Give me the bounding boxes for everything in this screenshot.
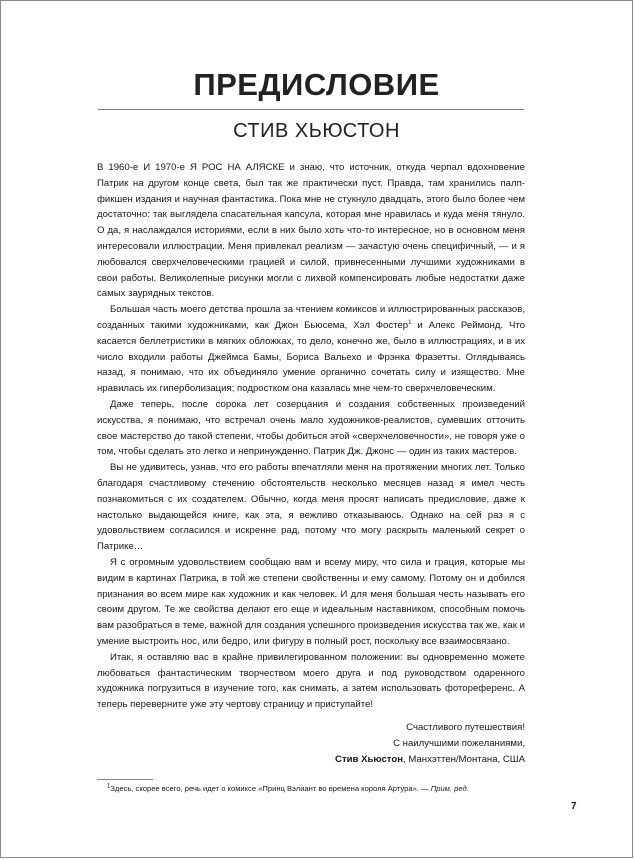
footnote-divider xyxy=(97,779,153,780)
title-divider xyxy=(98,109,524,110)
body-text xyxy=(97,160,525,713)
footnote xyxy=(107,783,527,794)
paragraph-1-rest: и знаю, что источник, откуда черпал вдохновение Патрик на другом конце света, был так же практически пуст. Правда, там хранились палп-фикшен издания и научная фантастика. Пока мне не стукнуло двадцать, этого было более чем достаточно: так выглядела спасательная капсула, которая мне нравилась и куда меня тянуло. О да, я наслаждался историями, если в них было хоть что-то интересное, но в основном меня интересовали иллюстрации. Меня привлекал реализм — зачастую очень специфичный, — и я любовался сверхчеловеческими грацией и силой, привнесенными лучшими художниками в свои работы. Великолепные рисунки могли с лихвой компенсировать любые недостатки даже самых заурядных текстов. xyxy=(97,162,525,300)
signature-name: Стив Хьюстон xyxy=(335,753,404,765)
page-title: ПРЕДИСЛОВИЕ xyxy=(193,67,440,102)
footnote-marker: 1 xyxy=(107,783,111,790)
paragraph-1 xyxy=(97,160,525,302)
signature-regards: С наилучшими пожеланиями, xyxy=(393,737,525,749)
paragraph-2-after: и Алекс Реймонд. Что касается беллетристики в мягких обложках, то дело, конечно же, было в иллюстрациях, и в их число входили работы Джеймса Бамы, Бориса Вальехо и Фрэнка Фразетты. Оглядываясь назад, я понимаю, что их объединяло умение органично сочетать силу и изящество. Мне нравилась их гиперболизация; подростком она казалась мне чем-то сверхчеловеческим. xyxy=(97,319,525,395)
paragraph-2 xyxy=(97,302,525,397)
paragraph-1-lead: В 1960-е И 1970-е Я РОС НА АЛЯСКЕ xyxy=(97,162,285,173)
paragraph-2-before: Большая часть моего детства прошла за чтением комиксов и иллюстрированных рассказов, созданных такими художниками, как Джон Бьюсема, Хэл Фостер xyxy=(97,304,525,331)
signature-greeting: Счастливого путешествия! xyxy=(406,722,525,733)
author-heading: СТИВ ХЬЮСТОН xyxy=(233,120,400,142)
footnote-reference[interactable]: 1 xyxy=(408,319,412,326)
footnote-text: Здесь, скорее всего, речь идет о комиксе «Принц Вэлиант во времена короля Артура». — xyxy=(110,784,431,793)
paragraph-6: Итак, я оставляю вас в крайне привилегированном положении: вы одновременно можете любоваться фантастическим творчеством моего друга и под руководством одаренного художника погрузиться в изучение того, как снимать, а затем использовать фотореференс. А теперь переверните уже эту чертову страницу и приступайте! xyxy=(97,651,525,711)
page-number: 7 xyxy=(571,801,577,812)
signature-block xyxy=(97,720,525,767)
paragraph-4: Вы не удивитесь, узнав, что его работы впечатляли меня на протяжении многих лет. Только благодаря счастливому стечению обстоятельств несколько месяцев назад я имел честь познакомиться с их создателем. Обычно, когда меня просят написать предисловие, даже к настолько выдающейся книге, как эта, я вежливо отказываюсь. Однако на сей раз я с удовольствием согласился и искренне рад, потому что могу раскрыть маленький секрет о Патрике… xyxy=(97,462,525,553)
footnote-editor-note: Прим. ред. xyxy=(430,784,469,793)
signature-author-line xyxy=(97,752,525,768)
signature-place: , Манхэттен/Монтана, США xyxy=(403,753,525,765)
paragraph-5: Я с огромным удовольствием сообщаю вам и всему миру, что сила и грация, которые мы видим в картинах Патрика, в той же степени свойственны и ему самому. Потому он и добился признания во всем мире как художник и как человек. И для меня большая честь называть его своим другом. Те же свойства делают его еще и идеальным наставником, способным помочь вам разобраться в теме, важной для создания успешного произведения искусства так же, как и умение выстроить нос, или бедро, или фигуру в полный рост, поскольку все взаимосвязано. xyxy=(97,556,525,647)
paragraph-3: Даже теперь, после сорока лет созерцания и создания собственных произведений искусства, я понимаю, что встречал очень мало художников-реалистов, сумевших отточить свое мастерство до такой степени, чтобы добиться этой «сверхчеловечности», не говоря уже о том, чтобы сделать это легко и непринужденно. Патрик Дж. Джонс — один из таких мастеров. xyxy=(97,398,525,458)
